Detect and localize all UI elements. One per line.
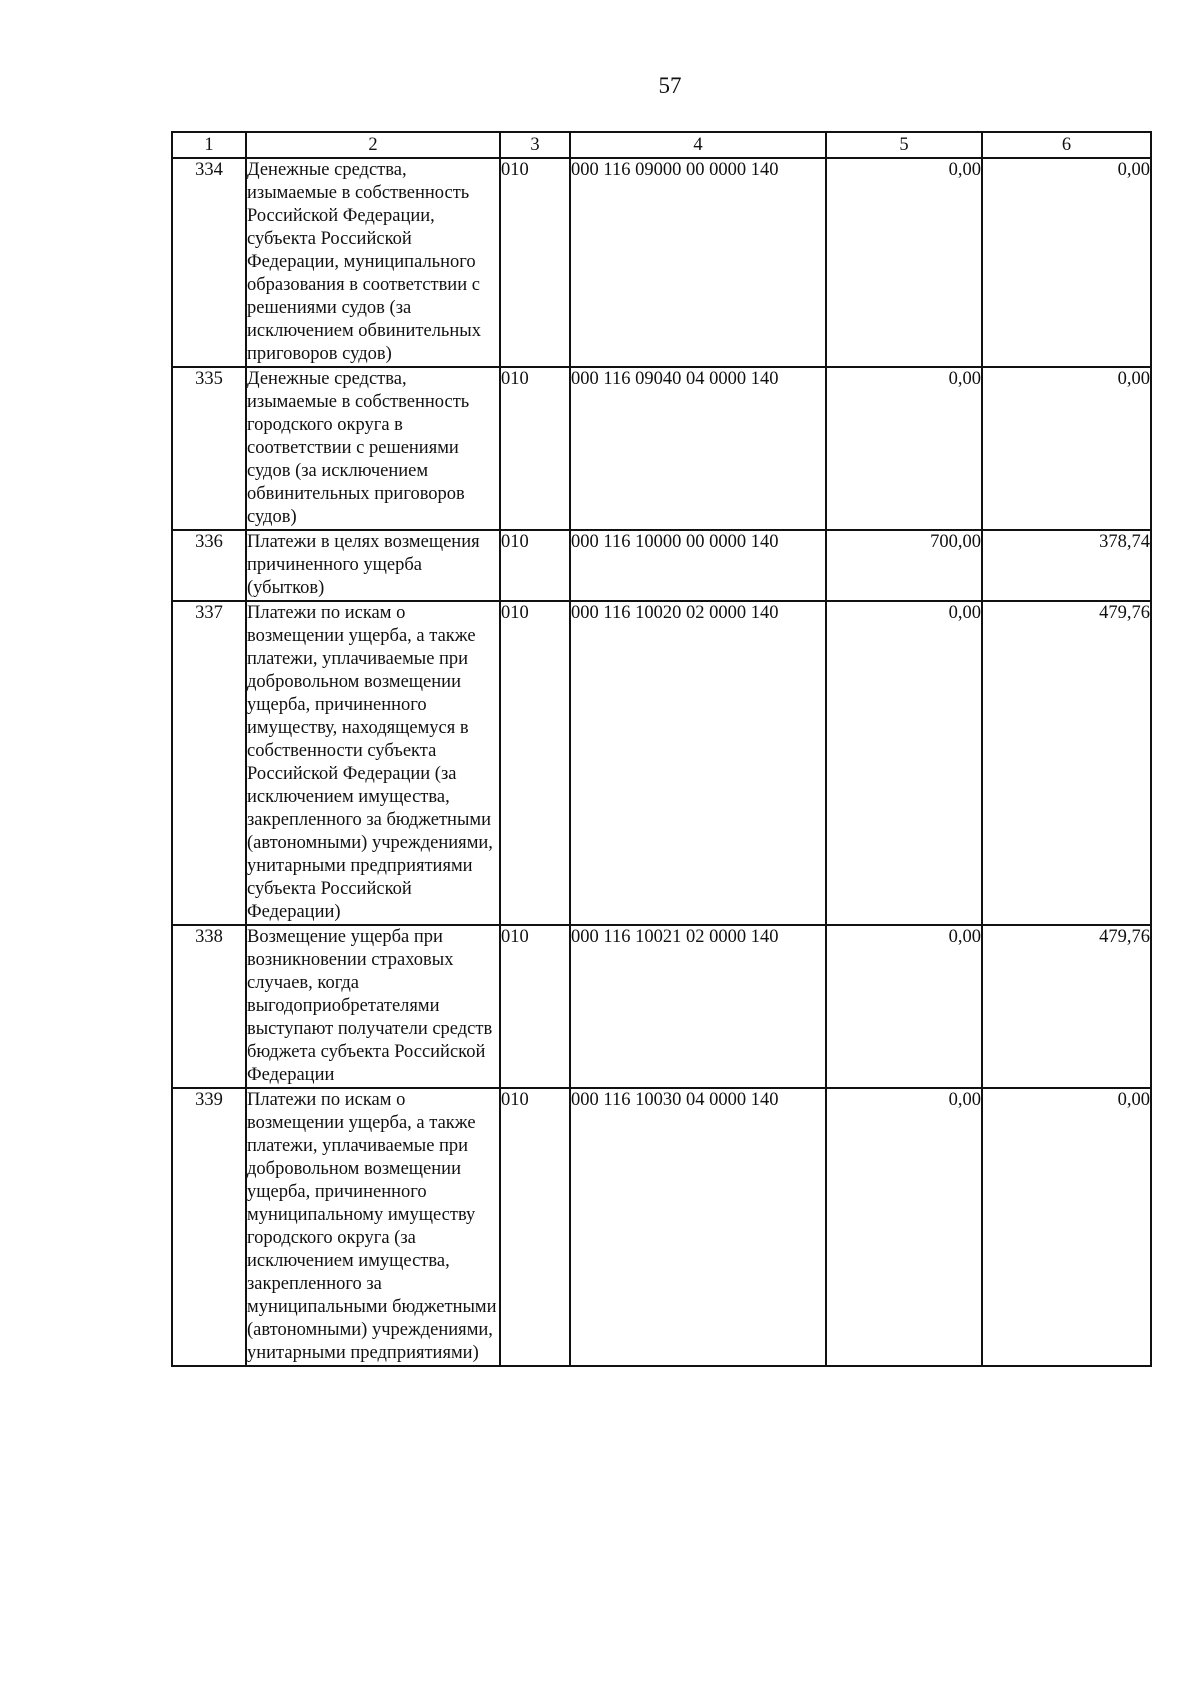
row-code: 000 116 10021 02 0000 140 bbox=[570, 925, 826, 1088]
row-col6: 0,00 bbox=[982, 1088, 1151, 1366]
row-col3: 010 bbox=[500, 925, 570, 1088]
row-number: 334 bbox=[172, 158, 246, 367]
row-col3: 010 bbox=[500, 367, 570, 530]
row-col5: 0,00 bbox=[826, 925, 982, 1088]
row-name: Платежи в целях возмещения причиненного ущерба (убытков) bbox=[246, 530, 500, 601]
header-col-5: 5 bbox=[826, 132, 982, 158]
row-col5: 0,00 bbox=[826, 367, 982, 530]
row-code: 000 116 10000 00 0000 140 bbox=[570, 530, 826, 601]
table-row bbox=[172, 367, 1151, 530]
row-number: 335 bbox=[172, 367, 246, 530]
table-row bbox=[172, 158, 1151, 367]
row-col6: 479,76 bbox=[982, 601, 1151, 925]
revenue-table bbox=[171, 131, 1152, 1367]
header-col-6: 6 bbox=[982, 132, 1151, 158]
header-col-4: 4 bbox=[570, 132, 826, 158]
row-col6: 479,76 bbox=[982, 925, 1151, 1088]
row-col5: 0,00 bbox=[826, 601, 982, 925]
row-col5: 0,00 bbox=[826, 1088, 982, 1366]
row-name: Возмещение ущерба при возникновении страховых случаев, когда выгодоприобретателями выступают получатели средств бюджета субъекта Российской Федерации bbox=[246, 925, 500, 1088]
page-number: 57 bbox=[658, 73, 682, 98]
row-col3: 010 bbox=[500, 1088, 570, 1366]
table-header-row bbox=[172, 132, 1151, 158]
row-number: 337 bbox=[172, 601, 246, 925]
row-col5: 0,00 bbox=[826, 158, 982, 367]
header-col-2: 2 bbox=[246, 132, 500, 158]
row-col5: 700,00 bbox=[826, 530, 982, 601]
table-row bbox=[172, 925, 1151, 1088]
row-number: 336 bbox=[172, 530, 246, 601]
row-name: Денежные средства, изымаемые в собственность Российской Федерации, субъекта Российской Федерации, муниципального образования в соответствии с решениями судов (за исключением обвинительных приговоров судов) bbox=[246, 158, 500, 367]
row-col6: 378,74 bbox=[982, 530, 1151, 601]
row-col3: 010 bbox=[500, 530, 570, 601]
row-col6: 0,00 bbox=[982, 158, 1151, 367]
row-name: Платежи по искам о возмещении ущерба, а также платежи, уплачиваемые при добровольном возмещении ущерба, причиненного имуществу, находящемуся в собственности субъекта Российской Федерации (за исключением имущества, закрепленного за бюджетными (автономными) учреждениями, унитарными предприятиями субъекта Российской Федерации) bbox=[246, 601, 500, 925]
row-number: 339 bbox=[172, 1088, 246, 1366]
row-col3: 010 bbox=[500, 601, 570, 925]
row-code: 000 116 10020 02 0000 140 bbox=[570, 601, 826, 925]
header-col-1: 1 bbox=[172, 132, 246, 158]
row-code: 000 116 10030 04 0000 140 bbox=[570, 1088, 826, 1366]
row-name: Денежные средства, изымаемые в собственность городского округа в соответствии с решениями судов (за исключением обвинительных приговоров судов) bbox=[246, 367, 500, 530]
header-col-3: 3 bbox=[500, 132, 570, 158]
table-row bbox=[172, 601, 1151, 925]
table-row bbox=[172, 530, 1151, 601]
table-row bbox=[172, 1088, 1151, 1366]
row-name: Платежи по искам о возмещении ущерба, а также платежи, уплачиваемые при добровольном возмещении ущерба, причиненного муниципальному имуществу городского округа (за исключением имущества, закрепленного за муниципальными бюджетными (автономными) учреждениями, унитарными предприятиями) bbox=[246, 1088, 500, 1366]
row-col3: 010 bbox=[500, 158, 570, 367]
row-number: 338 bbox=[172, 925, 246, 1088]
row-code: 000 116 09040 04 0000 140 bbox=[570, 367, 826, 530]
row-col6: 0,00 bbox=[982, 367, 1151, 530]
row-code: 000 116 09000 00 0000 140 bbox=[570, 158, 826, 367]
